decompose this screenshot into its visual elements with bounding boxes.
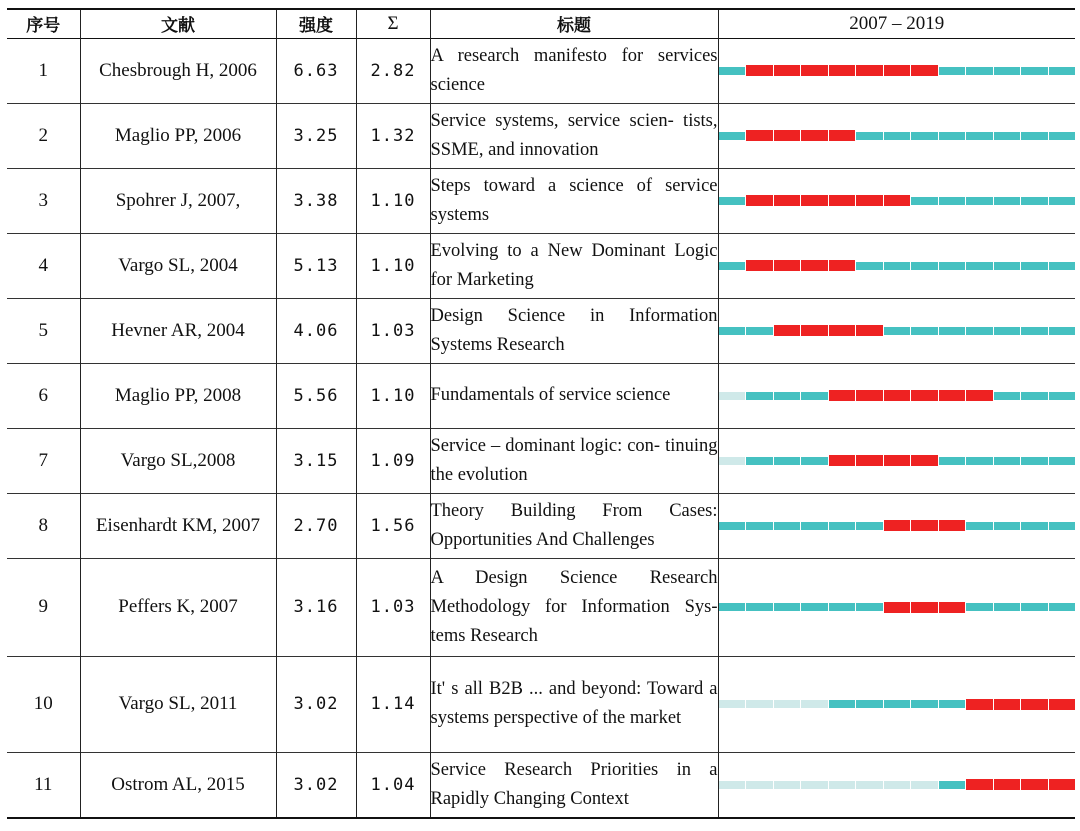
row-index: 4 [38,254,48,276]
active-year-segment [719,67,746,75]
active-year-segment [801,603,828,611]
burst-year-segment [884,602,911,613]
table-row [7,103,1075,168]
active-year-segment [1049,262,1076,270]
active-year-segment [774,392,801,400]
row-strength: 5.56 [276,363,356,428]
table-row [7,233,1075,298]
burst-bar [719,603,1076,611]
burst-year-segment [774,65,801,76]
active-year-segment [994,197,1021,205]
active-year-segment [966,132,993,140]
row-index: 2 [38,124,48,146]
burst-year-segment [911,520,938,531]
active-year-segment [884,700,911,708]
active-year-segment [939,262,966,270]
row-sigma: 1.09 [356,428,430,493]
row-reference: Eisenhardt KM, 2007 [80,493,276,558]
active-year-segment [856,700,883,708]
burst-year-segment [801,65,828,76]
burst-year-segment [856,325,883,336]
table-row [7,428,1075,493]
active-year-segment [829,522,856,530]
active-year-segment [911,262,938,270]
active-year-segment [966,262,993,270]
table-row [7,298,1075,363]
active-year-segment [1021,132,1048,140]
active-year-segment [966,197,993,205]
row-index: 8 [38,514,48,536]
active-year-segment [1049,132,1076,140]
burst-year-segment [856,195,883,206]
active-year-segment [966,603,993,611]
active-year-segment [856,603,883,611]
active-year-segment [774,522,801,530]
burst-year-segment [994,699,1021,710]
row-sigma: 1.03 [356,558,430,656]
row-strength: 2.70 [276,493,356,558]
row-sigma: 1.10 [356,168,430,233]
inactive-year-segment [719,392,746,400]
active-year-segment [1021,603,1048,611]
active-year-segment [746,457,773,465]
inactive-year-segment [719,781,746,789]
active-year-segment [939,132,966,140]
burst-year-segment [1021,779,1048,790]
active-year-segment [774,603,801,611]
row-strength: 3.25 [276,103,356,168]
row-title: Fundamentals of service science [430,363,718,428]
inactive-year-segment [884,781,911,789]
burst-year-segment [801,260,828,271]
active-year-segment [746,603,773,611]
active-year-segment [966,327,993,335]
burst-year-segment [939,602,966,613]
burst-year-segment [1049,699,1076,710]
row-strength: 3.02 [276,656,356,752]
burst-year-segment [801,130,828,141]
table-row [7,363,1075,428]
inactive-year-segment [911,781,938,789]
burst-bar [719,67,1076,75]
active-year-segment [1021,67,1048,75]
active-year-segment [966,67,993,75]
burst-year-segment [801,195,828,206]
row-reference: Vargo SL, 2004 [80,233,276,298]
active-year-segment [994,327,1021,335]
active-year-segment [1021,327,1048,335]
row-title: Service Research Priorities in a Rapidly Changing Context [430,752,718,818]
row-reference: Maglio PP, 2006 [80,103,276,168]
active-year-segment [939,700,966,708]
burst-year-segment [746,260,773,271]
burst-year-segment [829,65,856,76]
table-row [7,558,1075,656]
active-year-segment [719,522,746,530]
burst-year-segment [774,130,801,141]
inactive-year-segment [719,457,746,465]
burst-year-segment [911,602,938,613]
burst-year-segment [856,390,883,401]
active-year-segment [801,457,828,465]
burst-year-segment [856,65,883,76]
burst-bar [719,132,1076,140]
row-index: 9 [38,596,48,617]
burst-bar [719,457,1076,465]
active-year-segment [1049,457,1076,465]
active-year-segment [911,700,938,708]
active-year-segment [939,197,966,205]
burst-year-segment [939,390,966,401]
burst-bar [719,781,1076,789]
active-year-segment [939,67,966,75]
burst-year-segment [966,779,993,790]
row-reference: Chesbrough H, 2006 [80,38,276,103]
header-sigma: Σ [356,9,430,38]
active-year-segment [939,781,966,789]
burst-year-segment [829,130,856,141]
header-reference: 文献 [80,9,276,38]
active-year-segment [884,132,911,140]
row-burst-timeline [718,168,1075,233]
row-title: Steps toward a science of service systems [430,168,718,233]
active-year-segment [801,522,828,530]
row-burst-timeline [718,428,1075,493]
header-year-range: 2007 – 2019 [718,9,1075,38]
row-reference: Vargo SL, 2011 [80,656,276,752]
row-sigma: 1.10 [356,233,430,298]
row-title: Design Science in Information Systems Research [430,298,718,363]
row-strength: 3.38 [276,168,356,233]
header-title: 标题 [430,9,718,38]
burst-year-segment [746,130,773,141]
active-year-segment [856,522,883,530]
burst-year-segment [856,455,883,466]
active-year-segment [719,603,746,611]
active-year-segment [994,457,1021,465]
row-title: A research manifesto for services science [430,38,718,103]
active-year-segment [801,392,828,400]
header-strength: 强度 [276,9,356,38]
active-year-segment [719,197,746,205]
row-reference: Peffers K, 2007 [80,558,276,656]
row-reference: Hevner AR, 2004 [80,298,276,363]
active-year-segment [719,262,746,270]
row-index: 1 [38,59,48,81]
row-title: It' s all B2B ... and beyond: Toward a systems perspective of the market [430,656,718,752]
burst-year-segment [966,390,993,401]
row-sigma: 1.10 [356,363,430,428]
active-year-segment [856,262,883,270]
active-year-segment [719,327,746,335]
row-strength: 3.15 [276,428,356,493]
active-year-segment [939,457,966,465]
active-year-segment [994,132,1021,140]
active-year-segment [966,522,993,530]
active-year-segment [829,700,856,708]
inactive-year-segment [856,781,883,789]
burst-year-segment [829,455,856,466]
inactive-year-segment [829,781,856,789]
table-row [7,656,1075,752]
row-burst-timeline [718,752,1075,818]
burst-year-segment [774,325,801,336]
burst-year-segment [939,520,966,531]
row-sigma: 2.82 [356,38,430,103]
active-year-segment [939,327,966,335]
burst-year-segment [884,455,911,466]
active-year-segment [884,327,911,335]
active-year-segment [911,197,938,205]
active-year-segment [966,457,993,465]
burst-bar [719,262,1076,270]
row-title: Service systems, service scien- tists, SSME, and innovation [430,103,718,168]
burst-year-segment [994,779,1021,790]
row-burst-timeline [718,298,1075,363]
active-year-segment [829,603,856,611]
burst-year-segment [911,455,938,466]
row-reference: Vargo SL,2008 [80,428,276,493]
table-row [7,493,1075,558]
burst-year-segment [774,195,801,206]
row-sigma: 1.32 [356,103,430,168]
burst-year-segment [966,699,993,710]
active-year-segment [884,262,911,270]
burst-year-segment [911,65,938,76]
active-year-segment [746,522,773,530]
row-strength: 3.02 [276,752,356,818]
row-title: Evolving to a New Dominant Logic for Marketing [430,233,718,298]
inactive-year-segment [801,700,828,708]
burst-year-segment [774,260,801,271]
row-sigma: 1.56 [356,493,430,558]
active-year-segment [994,392,1021,400]
inactive-year-segment [774,700,801,708]
active-year-segment [719,132,746,140]
burst-bar [719,392,1076,400]
row-strength: 4.06 [276,298,356,363]
row-burst-timeline [718,493,1075,558]
row-sigma: 1.14 [356,656,430,752]
header-index: 序号 [26,16,61,37]
burst-year-segment [884,520,911,531]
row-index: 5 [38,319,48,341]
burst-bar [719,700,1076,708]
row-strength: 6.63 [276,38,356,103]
active-year-segment [1021,457,1048,465]
active-year-segment [911,327,938,335]
inactive-year-segment [774,781,801,789]
row-burst-timeline [718,233,1075,298]
burst-year-segment [746,65,773,76]
row-sigma: 1.04 [356,752,430,818]
active-year-segment [994,67,1021,75]
burst-bar [719,522,1076,530]
table-row [7,168,1075,233]
active-year-segment [911,132,938,140]
inactive-year-segment [746,700,773,708]
row-title: Service – dominant logic: con- tinuing the evolution [430,428,718,493]
row-index: 10 [33,693,53,714]
active-year-segment [1049,522,1076,530]
row-burst-timeline [718,656,1075,752]
row-reference: Maglio PP, 2008 [80,363,276,428]
row-sigma: 1.03 [356,298,430,363]
row-reference: Spohrer J, 2007, [80,168,276,233]
active-year-segment [1021,262,1048,270]
row-title: A Design Science Research Methodology for Information Sys- tems Research [430,558,718,656]
row-index: 11 [34,773,53,795]
burst-year-segment [801,325,828,336]
active-year-segment [994,522,1021,530]
burst-year-segment [829,325,856,336]
burst-year-segment [829,195,856,206]
active-year-segment [746,392,773,400]
inactive-year-segment [719,700,746,708]
burst-year-segment [884,390,911,401]
inactive-year-segment [746,781,773,789]
header-row [7,9,1075,38]
inactive-year-segment [801,781,828,789]
burst-year-segment [884,195,911,206]
active-year-segment [1049,603,1076,611]
active-year-segment [1049,197,1076,205]
burst-year-segment [829,260,856,271]
citation-burst-table [7,8,1075,819]
row-index: 3 [38,189,48,211]
active-year-segment [1021,197,1048,205]
burst-bar [719,327,1076,335]
burst-year-segment [746,195,773,206]
active-year-segment [746,327,773,335]
row-strength: 3.16 [276,558,356,656]
active-year-segment [1021,392,1048,400]
row-burst-timeline [718,363,1075,428]
row-title: Theory Building From Cases: Opportunities And Challenges [430,493,718,558]
burst-year-segment [911,390,938,401]
row-strength: 5.13 [276,233,356,298]
table-row [7,38,1075,103]
row-burst-timeline [718,558,1075,656]
active-year-segment [856,132,883,140]
row-burst-timeline [718,38,1075,103]
table-row [7,752,1075,818]
row-index: 7 [38,449,48,471]
active-year-segment [774,457,801,465]
active-year-segment [994,603,1021,611]
active-year-segment [1049,327,1076,335]
row-reference: Ostrom AL, 2015 [80,752,276,818]
active-year-segment [1049,392,1076,400]
burst-year-segment [884,65,911,76]
burst-year-segment [1021,699,1048,710]
active-year-segment [1021,522,1048,530]
burst-year-segment [829,390,856,401]
active-year-segment [1049,67,1076,75]
burst-year-segment [1049,779,1076,790]
active-year-segment [994,262,1021,270]
row-index: 6 [38,384,48,406]
row-burst-timeline [718,103,1075,168]
burst-bar [719,197,1076,205]
